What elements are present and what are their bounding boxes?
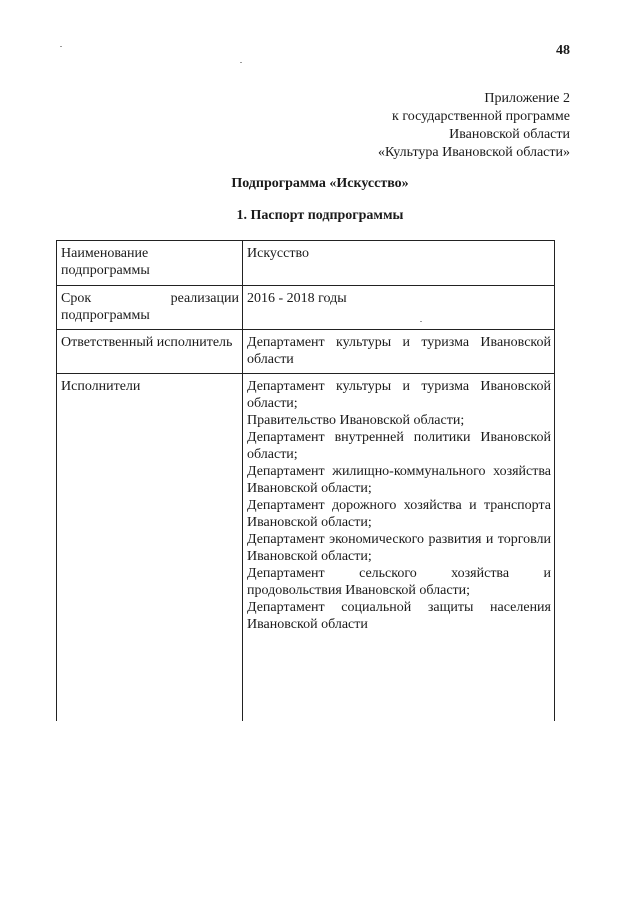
table-row [57, 241, 555, 286]
scan-speck [60, 46, 62, 47]
table-row [57, 374, 555, 722]
scan-speck [420, 321, 422, 322]
scan-speck [240, 62, 242, 63]
appendix-line: Ивановской области [449, 127, 570, 142]
executor-item: Департамент внутренней политики Ивановской области; [247, 430, 551, 462]
executor-item: Департамент экономического развития и торговли Ивановской области; [247, 532, 551, 564]
row-label-executors: Исполнители [57, 374, 243, 722]
row-value-responsible: Департамент культуры и туризма Ивановской области [243, 330, 555, 374]
term-label-word: подпрограммы [61, 308, 150, 323]
executor-item: Правительство Ивановской области; [247, 413, 465, 428]
appendix-line: «Культура Ивановской области» [377, 145, 570, 160]
row-label-term [57, 286, 243, 330]
executor-item: Департамент жилищно-коммунального хозяйства Ивановской области; [247, 464, 551, 496]
executor-item: Департамент дорожного хозяйства и транспорта Ивановской области; [247, 498, 551, 530]
row-value-name: Искусство [243, 241, 555, 286]
table-row [57, 286, 555, 330]
row-value-executors [243, 374, 555, 722]
appendix-line: Приложение 2 [484, 91, 570, 106]
row-label-responsible: Ответственный исполнитель [57, 330, 243, 374]
term-label-word: Срок [61, 291, 92, 306]
row-label-name: Наименование подпрограммы [57, 241, 243, 286]
table-row [57, 330, 555, 374]
term-label-line [61, 290, 239, 307]
appendix-line: к государственной программе [392, 109, 570, 124]
passport-table [56, 240, 555, 721]
executor-item: Департамент культуры и туризма Ивановской области; [247, 379, 551, 411]
subprogram-title: Подпрограмма «Искусство» [231, 176, 409, 191]
page-number: 48 [556, 43, 570, 58]
row-value-term: 2016 - 2018 годы [243, 286, 555, 330]
executor-item: Департамент сельского хозяйства и продовольствия Ивановской области; [247, 566, 551, 598]
term-label-word: реализации [170, 291, 239, 306]
executor-item: Департамент социальной защиты населения Ивановской области [247, 600, 551, 632]
appendix-heading [250, 90, 570, 162]
passport-title: 1. Паспорт подпрограммы [236, 208, 404, 223]
